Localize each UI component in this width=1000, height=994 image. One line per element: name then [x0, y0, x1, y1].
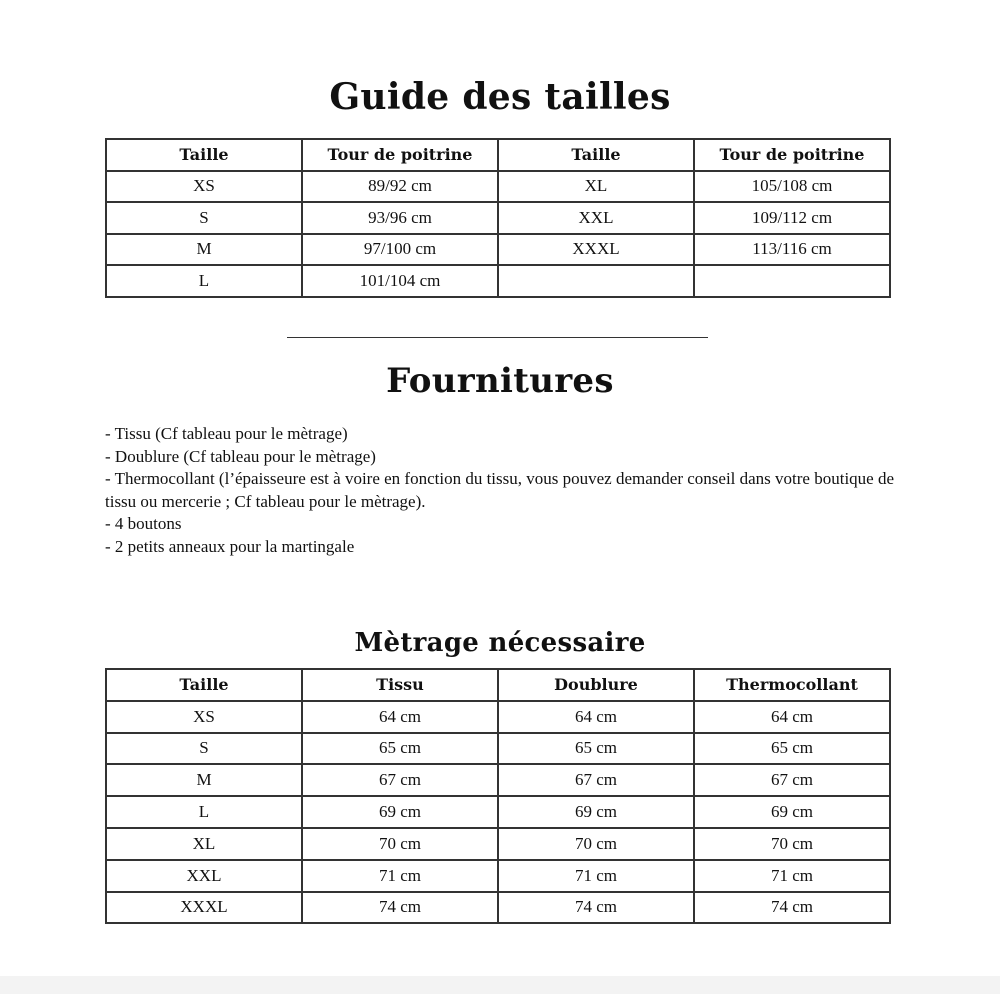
table-cell: 101/104 cm [302, 265, 498, 297]
table-row [106, 171, 890, 203]
list-item: - Thermocollant (l’épaisseure est à voire en fonction du tissu, vous pouvez demander conseil dans votre boutique de tissu ou mercerie ; Cf tableau pour le mètrage). [105, 469, 895, 511]
table-cell: 64 cm [302, 701, 498, 733]
table-cell: 67 cm [302, 764, 498, 796]
table-cell: 74 cm [302, 892, 498, 924]
table-header-row [106, 669, 890, 701]
table-cell [498, 265, 694, 297]
table-cell: 70 cm [694, 828, 890, 860]
table-cell: 67 cm [498, 764, 694, 796]
table-cell: XL [106, 828, 302, 860]
column-header: Taille [106, 669, 302, 701]
table-cell: XL [498, 171, 694, 203]
table-cell: M [106, 234, 302, 266]
table-cell: XXL [106, 860, 302, 892]
table-cell: 70 cm [498, 828, 694, 860]
table-cell: 64 cm [498, 701, 694, 733]
table-cell: 69 cm [498, 796, 694, 828]
table-row [106, 202, 890, 234]
section-divider [287, 337, 708, 338]
table-cell: 74 cm [498, 892, 694, 924]
table-row [106, 234, 890, 266]
table-cell: 69 cm [302, 796, 498, 828]
column-header: Taille [498, 139, 694, 171]
table-cell: 97/100 cm [302, 234, 498, 266]
table-row [106, 796, 890, 828]
table-header-row [106, 139, 890, 171]
yardage-table [105, 668, 891, 924]
column-header: Tissu [302, 669, 498, 701]
table-cell: XXL [498, 202, 694, 234]
table-row [106, 701, 890, 733]
list-item: - 4 boutons [105, 514, 182, 533]
list-item: - 2 petits anneaux pour la martingale [105, 536, 355, 556]
table-row [106, 828, 890, 860]
table-cell: S [106, 733, 302, 765]
table-cell: XXXL [106, 892, 302, 924]
table-cell: 74 cm [694, 892, 890, 924]
column-header: Tour de poitrine [694, 139, 890, 171]
table-row [106, 860, 890, 892]
list-item: - Doublure (Cf tableau pour le mètrage) [105, 446, 376, 466]
table-cell: L [106, 265, 302, 297]
table-cell: 71 cm [302, 860, 498, 892]
table-cell: 93/96 cm [302, 202, 498, 234]
table-cell: 69 cm [694, 796, 890, 828]
yardage-title: Mètrage nécessaire [354, 628, 646, 658]
table-cell [694, 265, 890, 297]
table-cell: 65 cm [498, 733, 694, 765]
table-cell: XS [106, 701, 302, 733]
table-cell: 109/112 cm [694, 202, 890, 234]
table-row [106, 265, 890, 297]
table-cell: 64 cm [694, 701, 890, 733]
table-cell: 113/116 cm [694, 234, 890, 266]
supplies-title: Fournitures [386, 361, 614, 401]
table-cell: 65 cm [694, 733, 890, 765]
table-cell: 71 cm [694, 860, 890, 892]
table-row [106, 733, 890, 765]
table-cell: XXXL [498, 234, 694, 266]
table-cell: 70 cm [302, 828, 498, 860]
table-cell: S [106, 202, 302, 234]
column-header: Thermocollant [694, 669, 890, 701]
page-bottom-edge [0, 976, 1000, 994]
table-row [106, 764, 890, 796]
table-row [106, 892, 890, 924]
column-header: Taille [106, 139, 302, 171]
column-header: Doublure [498, 669, 694, 701]
table-cell: 105/108 cm [694, 171, 890, 203]
table-cell: M [106, 764, 302, 796]
table-cell: 67 cm [694, 764, 890, 796]
table-cell: XS [106, 171, 302, 203]
size-guide-table [105, 138, 891, 298]
size-guide-title: Guide des tailles [329, 76, 671, 118]
table-cell: 89/92 cm [302, 171, 498, 203]
list-item: - Tissu (Cf tableau pour le mètrage) [105, 424, 348, 443]
supplies-list [105, 423, 895, 558]
column-header: Tour de poitrine [302, 139, 498, 171]
table-cell: L [106, 796, 302, 828]
table-cell: 65 cm [302, 733, 498, 765]
table-cell: 71 cm [498, 860, 694, 892]
